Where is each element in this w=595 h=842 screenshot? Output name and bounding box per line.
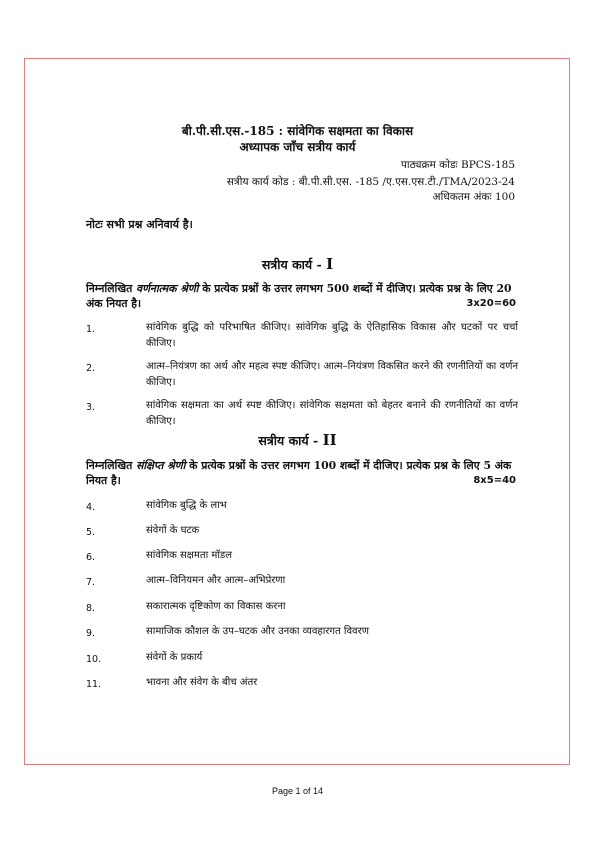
section-marks: 3x20=60: [466, 298, 516, 309]
question-text: आत्म–विनियमन और आत्म–अभिप्रेरणा: [146, 575, 286, 586]
section-2-instructions: [86, 458, 516, 488]
question-number: 9.: [86, 628, 96, 639]
question-text: संवेगों के घटक: [146, 525, 200, 536]
question-number: 4.: [86, 502, 96, 513]
document-subtitle: अध्यापक जाँच सत्रीय कार्य: [239, 140, 356, 154]
page-number: Page 1 of 14: [271, 786, 324, 796]
max-marks: अधिकतम अंकः 100: [432, 191, 515, 203]
section-1-instructions: [86, 281, 516, 311]
question-number: 8.: [86, 603, 96, 614]
instruction-text: के प्रत्येक प्रश्नों के उत्तर लगभग 500 शब्दों में दीजिए। प्रत्येक प्रश्न के लिए 20 अंक नियत है।: [86, 282, 512, 310]
question-number: 7.: [86, 577, 96, 588]
question-text: सांवेगिक सक्षमता मॉडल: [146, 550, 233, 561]
question-text: आत्म–नियंत्रण का अर्थ और महत्व स्पष्ट कीजिए। आत्म–नियंत्रण विकसित करने की रणनीतियों का वर्णन कीजिए।: [146, 361, 518, 388]
section-numeral: I: [326, 255, 334, 273]
instruction-emphasis: संक्षिप्त श्रेणी: [136, 459, 186, 472]
assignment-code: सत्रीय कार्य कोड : बी.पी.सी.एस. -185 /ए.एस.एस.टी./TMA/2023-24: [226, 176, 515, 188]
question-number: 10.: [86, 654, 102, 665]
question-number: 6.: [86, 552, 96, 563]
section-heading-label: सत्रीय कार्य -: [261, 257, 322, 272]
section-heading-1: [0, 255, 595, 273]
section-heading-label: सत्रीय कार्य -: [258, 433, 319, 448]
question-number: 5.: [86, 527, 96, 538]
section-heading-2: [0, 431, 595, 449]
section-numeral: II: [322, 431, 337, 449]
question-text: सामाजिक कौशल के उप–घटक और उनका व्यवहारगत विवरण: [146, 626, 369, 637]
question-number: 2.: [86, 363, 96, 374]
question-number: 11.: [86, 679, 102, 690]
question-text: संवेगों के प्रकार्य: [146, 652, 203, 663]
document-title: बी.पी.सी.एस.-185 : सांवेगिक सक्षमता का विकास: [181, 124, 414, 138]
question-number: 1.: [86, 324, 96, 335]
note: नोटः सभी प्रश्न अनिवार्य है।: [86, 218, 193, 231]
question-text: सांवेगिक बुद्धि के लाभ: [146, 500, 227, 511]
question-text: भावना और संवेग के बीच अंतर: [146, 677, 258, 688]
instruction-text: निम्नलिखित: [86, 459, 137, 472]
question-text: सांवेगिक सक्षमता का अर्थ स्पष्ट कीजिए। सांवेगिक सक्षमता को बेहतर बनाने की रणनीतियों का वर्णन कीजिए।: [146, 400, 518, 427]
instruction-text: के प्रत्येक प्रश्नों के उत्तर लगभग 100 शब्दों में दीजिए। प्रत्येक प्रश्न के लिए 5 अंक नियत है।: [86, 459, 512, 487]
instruction-emphasis: वर्णनात्मक श्रेणी: [136, 282, 199, 295]
question-number: 3.: [86, 402, 96, 413]
course-code: पाठ्यक्रम कोडः BPCS-185: [400, 159, 515, 171]
question-text: सांवेगिक बुद्धि को परिभाषित कीजिए। सांवेगिक बुद्धि के ऐतिहासिक विकास और घटकों पर चर्चा कीजिए।: [146, 322, 518, 349]
instruction-text: निम्नलिखित: [86, 282, 137, 295]
section-marks: 8x5=40: [473, 475, 516, 486]
question-text: सकारात्मक दृष्टिकोण का विकास करना: [146, 601, 286, 612]
